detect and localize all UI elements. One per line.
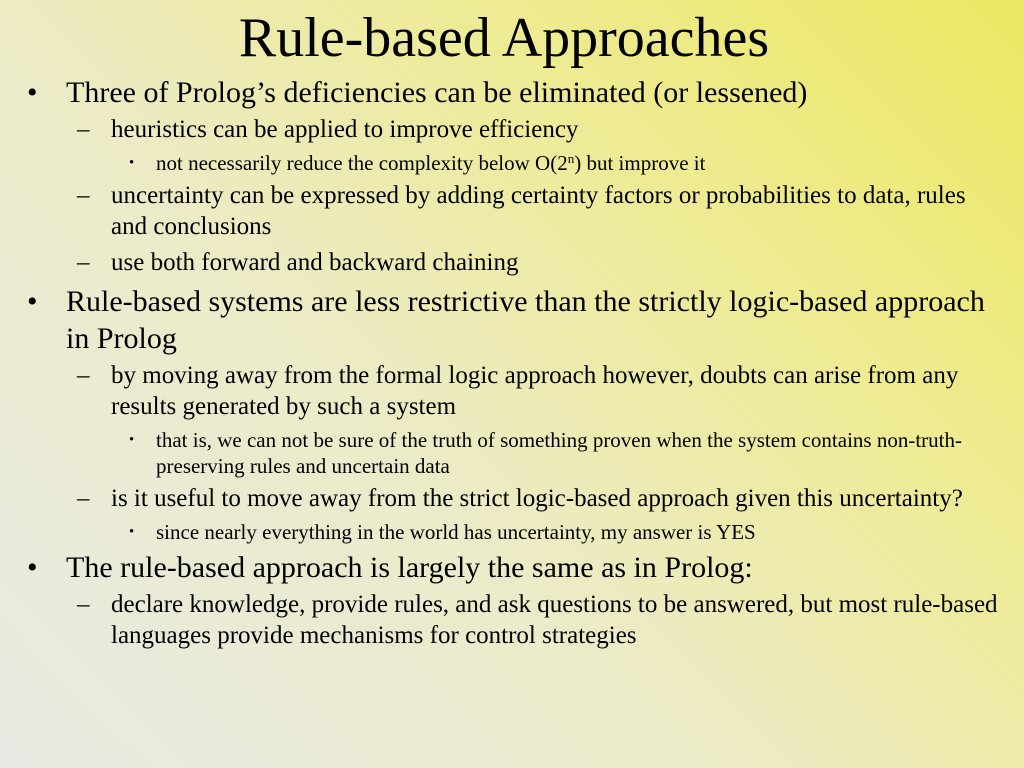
bullet-marker: • [27,285,38,318]
sub-bullet-text: heuristics can be applied to improve efficiency [111,116,579,143]
bullet-prolog-deficiencies [0,74,1000,111]
complexity-text-pre: not necessarily reduce the complexity below O(2 [156,151,568,175]
dash-marker: – [77,116,90,143]
sub-sub-bullet-truth [0,427,1000,479]
bullet-marker: • [27,551,38,584]
sub-bullet-declare-knowledge [0,589,1000,651]
sub-bullet-useful [0,483,1000,514]
bullet-less-restrictive [0,283,1000,357]
dash-marker: – [77,182,90,209]
sub-sub-bullet-text: since nearly everything in the world has uncertainty, my answer is YES [156,520,756,544]
slide-title: Rule-based Approaches [238,7,770,69]
bullet-marker: • [129,155,135,171]
sub-bullet-text: use both forward and backward chaining [111,249,519,276]
bullet-text: The rule-based approach is largely the same as in Prolog: [66,551,753,584]
dash-marker: – [77,485,90,512]
sub-bullet-text: is it useful to move away from the strict logic-based approach given this uncertainty? [111,485,963,512]
sub-sub-bullet-complexity [0,150,1000,176]
sub-bullet-doubts [0,360,1000,422]
bullet-text: Rule-based systems are less restrictive than the strictly logic-based approach in Prolog [66,285,985,355]
sub-bullet-chaining [0,247,1000,278]
sub-sub-bullet-answer [0,519,1000,545]
slide-body [0,74,1000,656]
sub-sub-bullet-text: that is, we can not be sure of the truth of something proven when the system contains non-truth-preserving rules and uncertain data [156,428,962,478]
dash-marker: – [77,249,90,276]
bullet-same-as-prolog [0,549,1000,586]
bullet-marker: • [129,432,135,448]
sub-bullet-heuristics [0,114,1000,145]
sub-bullet-text: uncertainty can be expressed by adding certainty factors or probabilities to data, rules and conclusions [111,182,966,240]
sub-bullet-text: by moving away from the formal logic approach however, doubts can arise from any results generated by such a system [111,362,959,420]
complexity-exponent: n [567,151,575,166]
bullet-marker: • [27,76,38,109]
complexity-text-post: ) but improve it [574,151,706,175]
bullet-marker: • [129,524,135,540]
sub-bullet-uncertainty [0,180,1000,242]
dash-marker: – [77,591,90,618]
bullet-text: Three of Prolog’s deficiencies can be eliminated (or lessened) [66,76,808,109]
sub-bullet-text: declare knowledge, provide rules, and ask questions to be answered, but most rule-based languages provide mechanisms for control strategies [111,591,998,649]
dash-marker: – [77,362,90,389]
